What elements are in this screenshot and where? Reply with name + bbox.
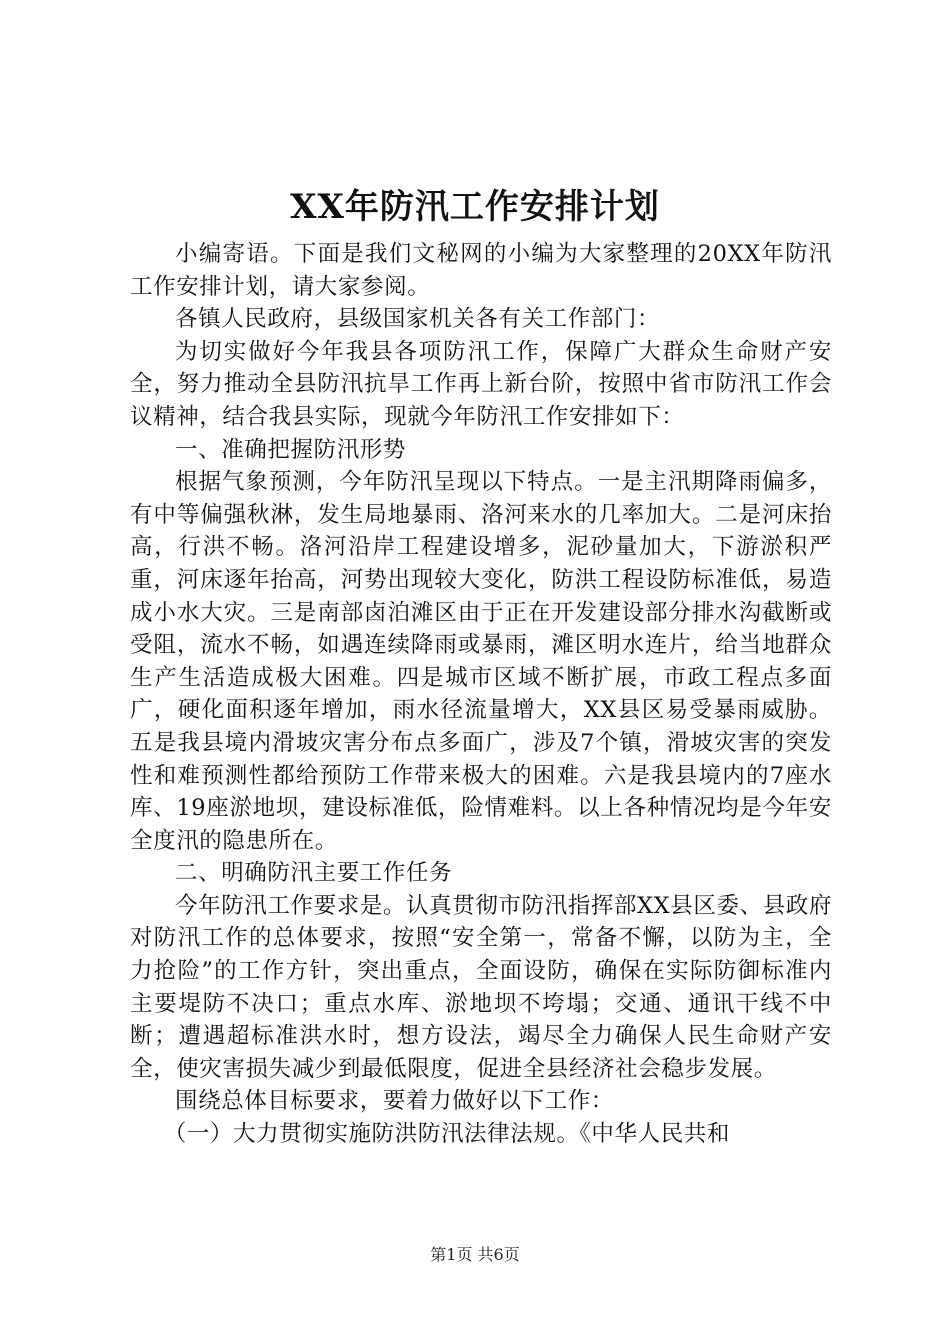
paragraph-goals: 围绕总体目标要求，要着力做好以下工作： xyxy=(175,1088,614,1115)
document-body xyxy=(130,238,832,1151)
page-number: 第1页 共6页 xyxy=(430,1245,520,1264)
paragraph-intro: 小编寄语。下面是我们文秘网的小编为大家整理的20XX年防汛工作安排计划，请大家参阅。 xyxy=(130,241,832,300)
paragraph-forecast: 根据气象预测，今年防汛呈现以下特点。一是主汛期降雨偏多，有中等偏强秋淋，发生局地暴雨、洛河来水的几率加大。二是河床抬高，行洪不畅。洛河沿岸工程建设增多，泥砂量加大，下游淤积严重，河床逐年抬高，河势出现较大变化，防洪工程设防标准低，易造成小水大灾。三是南部卤泊滩区由于正在开发建设部分排水沟截断或受阻，流水不畅，如遇连续降雨或暴雨，滩区明水连片，给当地群众生产生活造成极大困难。四是城市区域不断扩展，市政工程点多面广，硬化面积逐年增加，雨水径流量增大，XX县区易受暴雨威胁。五是我县境内滑坡灾害分布点多面广，涉及7个镇，滑坡灾害的突发性和难预测性都给预防工作带来极大的困难。六是我县境内的7座水库、19座淤地坝，建设标准低，险情难料。以上各种情况均是今年安全度汛的隐患所在。 xyxy=(130,469,832,854)
section-heading-1: 一、准确把握防汛形势 xyxy=(175,436,407,463)
document-title: XX年防汛工作安排计划 xyxy=(290,187,660,227)
paragraph-requirements: 今年防汛工作要求是。认真贯彻市防汛指挥部XX县区委、县政府对防汛工作的总体要求，按照“安全第一，常备不懈，以防为主，全力抢险”的工作方针，突出重点，全面设防，确保在实际防御标准内主要堤防不决口；重点水库、淤地坝不垮塌；交通、通讯干线不中断；遭遇超标准洪水时，想方设法，竭尽全力确保人民生命财产安全，使灾害损失减少到最低限度，促进全县经济社会稳步发展。 xyxy=(130,892,832,1082)
paragraph-item-1: （一）大力贯彻实施防洪防汛法律法规。《中华人民共和 xyxy=(163,1121,731,1148)
section-heading-2: 二、明确防汛主要工作任务 xyxy=(175,860,453,887)
paragraph-purpose: 为切实做好今年我县各项防汛工作，保障广大群众生命财产安全，努力推动全县防汛抗旱工作再上新台阶，按照中省市防汛工作会议精神，结合我县实际，现就今年防汛工作安排如下： xyxy=(130,338,832,430)
paragraph-salutation: 各镇人民政府，县级国家机关各有关工作部门： xyxy=(175,306,661,333)
